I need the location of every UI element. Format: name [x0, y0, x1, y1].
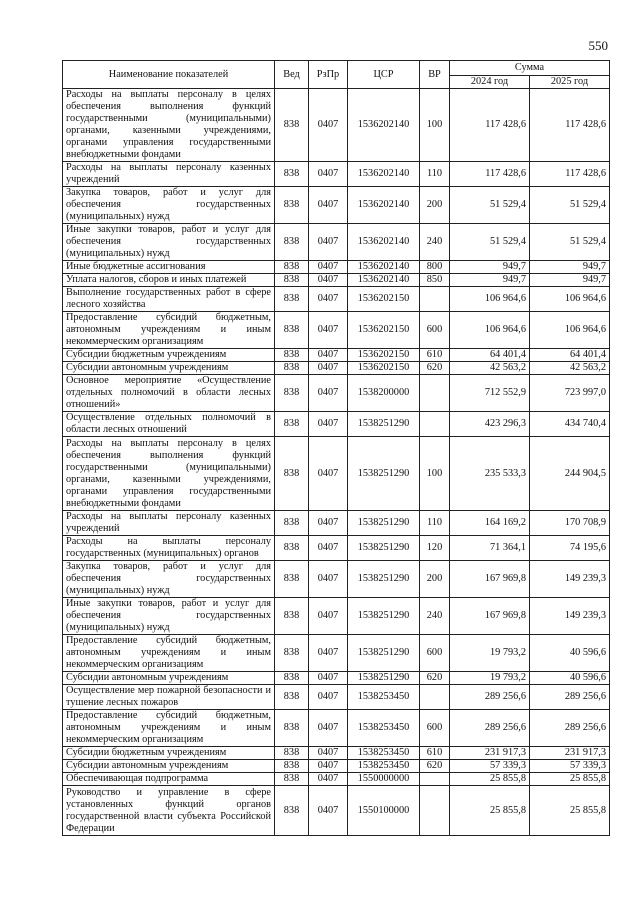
cell-sum-2024: 167 969,8 [450, 561, 530, 598]
cell-vr: 110 [420, 162, 450, 187]
cell-sum-2024: 42 563,2 [450, 362, 530, 375]
cell-sum-2024: 423 296,3 [450, 412, 530, 437]
cell-csr: 1536202140 [348, 187, 420, 224]
cell-rzpr: 0407 [309, 598, 348, 635]
cell-csr: 1536202140 [348, 261, 420, 274]
table-row [63, 224, 610, 261]
cell-rzpr: 0407 [309, 412, 348, 437]
cell-name: Закупка товаров, работ и услуг для обеспечения государственных (муниципальных) нужд [63, 187, 275, 224]
cell-name: Расходы на выплаты персоналу казенных учреждений [63, 162, 275, 187]
cell-ved: 838 [275, 672, 309, 685]
cell-sum-2024: 51 529,4 [450, 224, 530, 261]
header-sum: Сумма [450, 61, 610, 76]
header-year-2025: 2025 год [530, 76, 610, 89]
cell-csr: 1538200000 [348, 375, 420, 412]
cell-name: Обеспечивающая подпрограмма [63, 773, 275, 786]
cell-sum-2024: 51 529,4 [450, 187, 530, 224]
cell-ved: 838 [275, 349, 309, 362]
cell-rzpr: 0407 [309, 561, 348, 598]
cell-ved: 838 [275, 635, 309, 672]
cell-rzpr: 0407 [309, 187, 348, 224]
cell-csr: 1538251290 [348, 511, 420, 536]
cell-rzpr: 0407 [309, 162, 348, 187]
cell-sum-2024: 164 169,2 [450, 511, 530, 536]
cell-sum-2025: 723 997,0 [530, 375, 610, 412]
cell-ved: 838 [275, 437, 309, 511]
cell-sum-2025: 949,7 [530, 274, 610, 287]
cell-sum-2024: 71 364,1 [450, 536, 530, 561]
table-row [63, 747, 610, 760]
page-number: 550 [588, 38, 608, 53]
cell-csr: 1536202150 [348, 287, 420, 312]
cell-csr: 1538251290 [348, 536, 420, 561]
cell-vr: 600 [420, 635, 450, 672]
cell-ved: 838 [275, 187, 309, 224]
cell-sum-2025: 949,7 [530, 261, 610, 274]
cell-sum-2025: 106 964,6 [530, 312, 610, 349]
cell-sum-2024: 167 969,8 [450, 598, 530, 635]
cell-vr [420, 786, 450, 836]
cell-sum-2024: 235 533,3 [450, 437, 530, 511]
cell-sum-2024: 25 855,8 [450, 773, 530, 786]
cell-csr: 1538251290 [348, 561, 420, 598]
table-row [63, 685, 610, 710]
cell-vr: 850 [420, 274, 450, 287]
table-body [63, 89, 610, 836]
cell-csr: 1538253450 [348, 747, 420, 760]
cell-sum-2024: 57 339,3 [450, 760, 530, 773]
cell-sum-2025: 117 428,6 [530, 162, 610, 187]
cell-ved: 838 [275, 685, 309, 710]
cell-csr: 1536202140 [348, 224, 420, 261]
table-row [63, 561, 610, 598]
table-row [63, 635, 610, 672]
table-row [63, 511, 610, 536]
cell-sum-2025: 289 256,6 [530, 710, 610, 747]
table-row [63, 375, 610, 412]
cell-csr: 1538253450 [348, 685, 420, 710]
cell-rzpr: 0407 [309, 511, 348, 536]
cell-ved: 838 [275, 511, 309, 536]
cell-rzpr: 0407 [309, 635, 348, 672]
cell-sum-2025: 42 563,2 [530, 362, 610, 375]
cell-name: Выполнение государственных работ в сфере лесного хозяйства [63, 287, 275, 312]
cell-csr: 1538251290 [348, 635, 420, 672]
cell-rzpr: 0407 [309, 773, 348, 786]
cell-sum-2024: 712 552,9 [450, 375, 530, 412]
cell-vr: 200 [420, 187, 450, 224]
cell-name: Руководство и управление в сфере установленных функций органов государственной власти субъекта Российской Федерации [63, 786, 275, 836]
cell-sum-2025: 149 239,3 [530, 561, 610, 598]
cell-rzpr: 0407 [309, 672, 348, 685]
budget-table [62, 60, 610, 836]
cell-csr: 1550000000 [348, 773, 420, 786]
cell-rzpr: 0407 [309, 261, 348, 274]
cell-vr: 240 [420, 598, 450, 635]
cell-rzpr: 0407 [309, 760, 348, 773]
cell-ved: 838 [275, 773, 309, 786]
table-row [63, 598, 610, 635]
cell-vr: 620 [420, 672, 450, 685]
cell-vr [420, 412, 450, 437]
cell-vr: 600 [420, 312, 450, 349]
cell-name: Предоставление субсидий бюджетным, автономным учреждениям и иным некоммерческим организациям [63, 312, 275, 349]
table-row [63, 187, 610, 224]
cell-sum-2025: 51 529,4 [530, 187, 610, 224]
cell-vr: 100 [420, 437, 450, 511]
cell-rzpr: 0407 [309, 536, 348, 561]
cell-sum-2024: 949,7 [450, 274, 530, 287]
cell-ved: 838 [275, 598, 309, 635]
cell-name: Закупка товаров, работ и услуг для обеспечения государственных (муниципальных) нужд [63, 561, 275, 598]
cell-vr [420, 375, 450, 412]
cell-ved: 838 [275, 412, 309, 437]
cell-csr: 1536202140 [348, 89, 420, 162]
cell-name: Осуществление отдельных полномочий в области лесных отношений [63, 412, 275, 437]
cell-sum-2025: 289 256,6 [530, 685, 610, 710]
header-name: Наименование показателей [63, 61, 275, 89]
cell-ved: 838 [275, 747, 309, 760]
table-row [63, 312, 610, 349]
table-row [63, 261, 610, 274]
cell-vr [420, 685, 450, 710]
table-row [63, 349, 610, 362]
cell-rzpr: 0407 [309, 89, 348, 162]
cell-sum-2025: 244 904,5 [530, 437, 610, 511]
cell-sum-2025: 74 195,6 [530, 536, 610, 561]
cell-sum-2024: 19 793,2 [450, 635, 530, 672]
cell-name: Расходы на выплаты персоналу государственных (муниципальных) органов [63, 536, 275, 561]
cell-name: Предоставление субсидий бюджетным, автономным учреждениям и иным некоммерческим организациям [63, 635, 275, 672]
cell-ved: 838 [275, 274, 309, 287]
cell-csr: 1536202150 [348, 349, 420, 362]
cell-sum-2025: 40 596,6 [530, 635, 610, 672]
cell-vr [420, 773, 450, 786]
table-row [63, 412, 610, 437]
cell-ved: 838 [275, 287, 309, 312]
cell-rzpr: 0407 [309, 786, 348, 836]
cell-sum-2024: 117 428,6 [450, 89, 530, 162]
cell-csr: 1538251290 [348, 412, 420, 437]
cell-ved: 838 [275, 760, 309, 773]
cell-csr: 1538251290 [348, 437, 420, 511]
cell-sum-2024: 289 256,6 [450, 685, 530, 710]
cell-rzpr: 0407 [309, 375, 348, 412]
cell-sum-2025: 106 964,6 [530, 287, 610, 312]
table-row [63, 773, 610, 786]
cell-rzpr: 0407 [309, 274, 348, 287]
cell-sum-2024: 106 964,6 [450, 287, 530, 312]
table-row [63, 89, 610, 162]
cell-sum-2025: 117 428,6 [530, 89, 610, 162]
table-row [63, 672, 610, 685]
cell-rzpr: 0407 [309, 349, 348, 362]
header-vr: ВР [420, 61, 450, 89]
cell-ved: 838 [275, 786, 309, 836]
cell-ved: 838 [275, 561, 309, 598]
cell-vr: 600 [420, 710, 450, 747]
cell-sum-2024: 117 428,6 [450, 162, 530, 187]
cell-sum-2025: 57 339,3 [530, 760, 610, 773]
cell-vr: 100 [420, 89, 450, 162]
cell-csr: 1536202150 [348, 312, 420, 349]
cell-sum-2024: 19 793,2 [450, 672, 530, 685]
cell-sum-2025: 149 239,3 [530, 598, 610, 635]
cell-vr: 800 [420, 261, 450, 274]
header-csr: ЦСР [348, 61, 420, 89]
cell-rzpr: 0407 [309, 287, 348, 312]
cell-name: Субсидии автономным учреждениям [63, 362, 275, 375]
cell-name: Предоставление субсидий бюджетным, автономным учреждениям и иным некоммерческим организациям [63, 710, 275, 747]
cell-rzpr: 0407 [309, 710, 348, 747]
cell-ved: 838 [275, 162, 309, 187]
cell-rzpr: 0407 [309, 224, 348, 261]
cell-rzpr: 0407 [309, 362, 348, 375]
cell-csr: 1538251290 [348, 672, 420, 685]
table-row [63, 760, 610, 773]
cell-vr: 120 [420, 536, 450, 561]
cell-ved: 838 [275, 536, 309, 561]
table-row [63, 437, 610, 511]
cell-sum-2024: 106 964,6 [450, 312, 530, 349]
cell-ved: 838 [275, 224, 309, 261]
cell-name: Осуществление мер пожарной безопасности и тушение лесных пожаров [63, 685, 275, 710]
table-row [63, 287, 610, 312]
cell-rzpr: 0407 [309, 437, 348, 511]
header-rzpr: РзПр [309, 61, 348, 89]
cell-vr [420, 287, 450, 312]
cell-ved: 838 [275, 261, 309, 274]
cell-vr: 200 [420, 561, 450, 598]
cell-sum-2025: 25 855,8 [530, 773, 610, 786]
cell-sum-2024: 64 401,4 [450, 349, 530, 362]
cell-name: Расходы на выплаты персоналу в целях обеспечения выполнения функций государственными (муниципальными) органами, казенными учреждениями, органами управления государственными внебюджетными фондами [63, 437, 275, 511]
cell-rzpr: 0407 [309, 747, 348, 760]
cell-name: Основное мероприятие «Осуществление отдельных полномочий в области лесных отношений» [63, 375, 275, 412]
cell-name: Субсидии бюджетным учреждениям [63, 349, 275, 362]
table-row [63, 362, 610, 375]
cell-sum-2024: 231 917,3 [450, 747, 530, 760]
cell-csr: 1536202150 [348, 362, 420, 375]
cell-csr: 1550100000 [348, 786, 420, 836]
cell-vr: 240 [420, 224, 450, 261]
cell-name: Субсидии автономным учреждениям [63, 672, 275, 685]
cell-vr: 610 [420, 747, 450, 760]
header-year-2024: 2024 год [450, 76, 530, 89]
cell-sum-2025: 25 855,8 [530, 786, 610, 836]
cell-vr: 110 [420, 511, 450, 536]
cell-rzpr: 0407 [309, 685, 348, 710]
cell-sum-2025: 434 740,4 [530, 412, 610, 437]
cell-rzpr: 0407 [309, 312, 348, 349]
cell-name: Иные закупки товаров, работ и услуг для обеспечения государственных (муниципальных) нужд [63, 224, 275, 261]
cell-csr: 1536202140 [348, 274, 420, 287]
cell-ved: 838 [275, 312, 309, 349]
table-row [63, 162, 610, 187]
cell-name: Иные закупки товаров, работ и услуг для обеспечения государственных (муниципальных) нужд [63, 598, 275, 635]
cell-vr: 620 [420, 760, 450, 773]
cell-sum-2025: 40 596,6 [530, 672, 610, 685]
cell-ved: 838 [275, 375, 309, 412]
table-row [63, 786, 610, 836]
cell-ved: 838 [275, 89, 309, 162]
cell-sum-2025: 231 917,3 [530, 747, 610, 760]
cell-name: Субсидии автономным учреждениям [63, 760, 275, 773]
cell-csr: 1538253450 [348, 710, 420, 747]
cell-sum-2025: 170 708,9 [530, 511, 610, 536]
table-row [63, 536, 610, 561]
cell-name: Расходы на выплаты персоналу в целях обеспечения выполнения функций государственными (муниципальными) органами, казенными учреждениями, органами управления государственными внебюджетными фондами [63, 89, 275, 162]
table-row [63, 710, 610, 747]
cell-sum-2025: 64 401,4 [530, 349, 610, 362]
cell-vr: 610 [420, 349, 450, 362]
cell-vr: 620 [420, 362, 450, 375]
cell-ved: 838 [275, 362, 309, 375]
cell-sum-2024: 949,7 [450, 261, 530, 274]
cell-name: Расходы на выплаты персоналу казенных учреждений [63, 511, 275, 536]
cell-ved: 838 [275, 710, 309, 747]
cell-name: Уплата налогов, сборов и иных платежей [63, 274, 275, 287]
header-ved: Вед [275, 61, 309, 89]
cell-csr: 1538253450 [348, 760, 420, 773]
cell-sum-2025: 51 529,4 [530, 224, 610, 261]
cell-name: Иные бюджетные ассигнования [63, 261, 275, 274]
cell-csr: 1536202140 [348, 162, 420, 187]
cell-csr: 1538251290 [348, 598, 420, 635]
cell-sum-2024: 289 256,6 [450, 710, 530, 747]
table-row [63, 274, 610, 287]
cell-name: Субсидии бюджетным учреждениям [63, 747, 275, 760]
cell-sum-2024: 25 855,8 [450, 786, 530, 836]
